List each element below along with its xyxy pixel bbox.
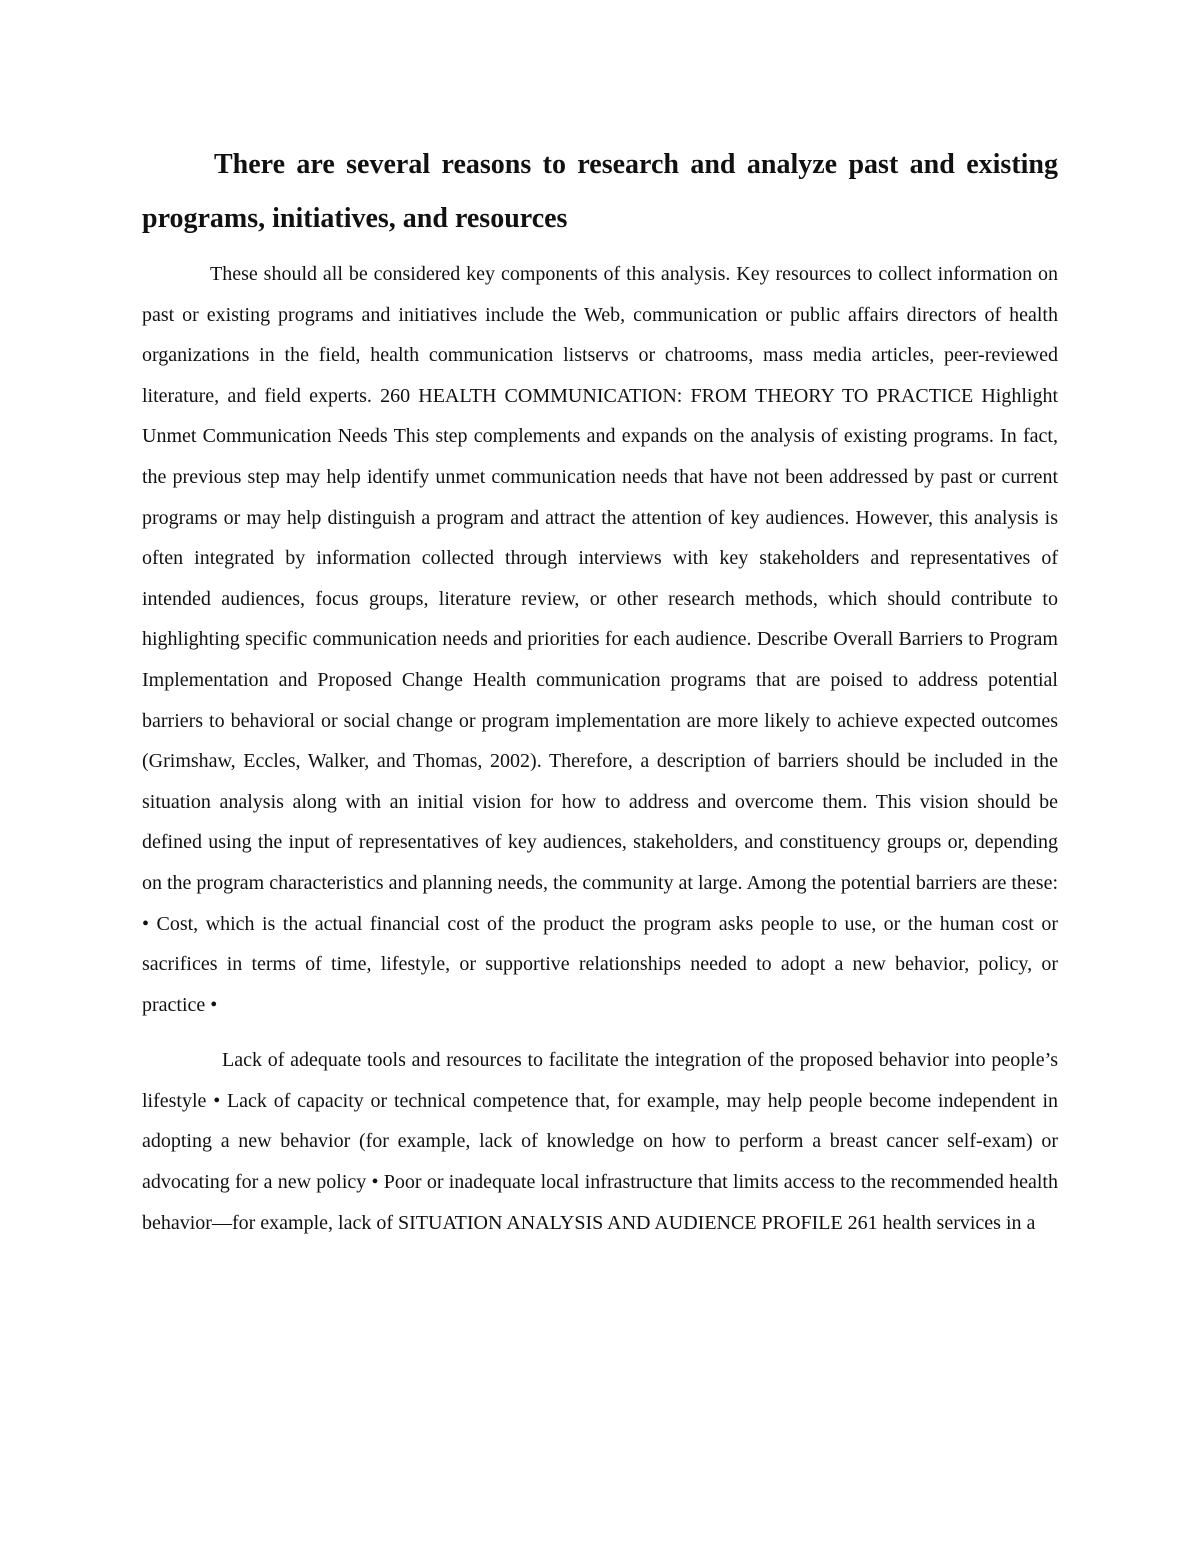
document-body	[142, 138, 1058, 1243]
body-paragraph-1: These should all be considered key components of this analysis. Key resources to collect information on past or existing programs and initiatives include the Web, communication or public affairs directors of health organizations in the field, health communication listservs or chatrooms, mass media articles, peer-reviewed literature, and field experts. 260 HEALTH COMMUNICATION: FROM THEORY TO PRACTICE Highlight Unmet Communication Needs This step complements and expands on the analysis of existing programs. In fact, the previous step may help identify unmet communication needs that have not been addressed by past or current programs or may help distinguish a program and attract the attention of key audiences. However, this analysis is often integrated by information collected through interviews with key stakeholders and representatives of intended audiences, focus groups, literature review, or other research methods, which should contribute to highlighting specific communication needs and priorities for each audience. Describe Overall Barriers to Program Implementation and Proposed Change Health communication programs that are poised to address potential barriers to behavioral or social change or program implementation are more likely to achieve expected outcomes (Grimshaw, Eccles, Walker, and Thomas, 2002). Therefore, a description of barriers should be included in the situation analysis along with an initial vision for how to address and overcome them. This vision should be defined using the input of representatives of key audiences, stakeholders, and constituency groups or, depending on the program characteristics and planning needs, the community at large. Among the potential barriers are these: • Cost, which is the actual financial cost of the product the program asks people to use, or the human cost or sacrifices in terms of time, lifestyle, or supportive relationships needed to adopt a new behavior, policy, or practice •	[142, 263, 1058, 1016]
document-heading: There are several reasons to research and analyze past and existing programs, initiatives, and resources	[142, 149, 1058, 234]
body-paragraph-2: Lack of adequate tools and resources to facilitate the integration of the proposed behavior into people’s lifestyle • Lack of capacity or technical competence that, for example, may help people become independent in adopting a new behavior (for example, lack of knowledge on how to perform a breast cancer self-exam) or advocating for a new policy • Poor or inadequate local infrastructure that limits access to the recommended health behavior—for example, lack of SITUATION ANALYSIS AND AUDIENCE PROFILE 261 health services in a	[142, 1049, 1058, 1234]
